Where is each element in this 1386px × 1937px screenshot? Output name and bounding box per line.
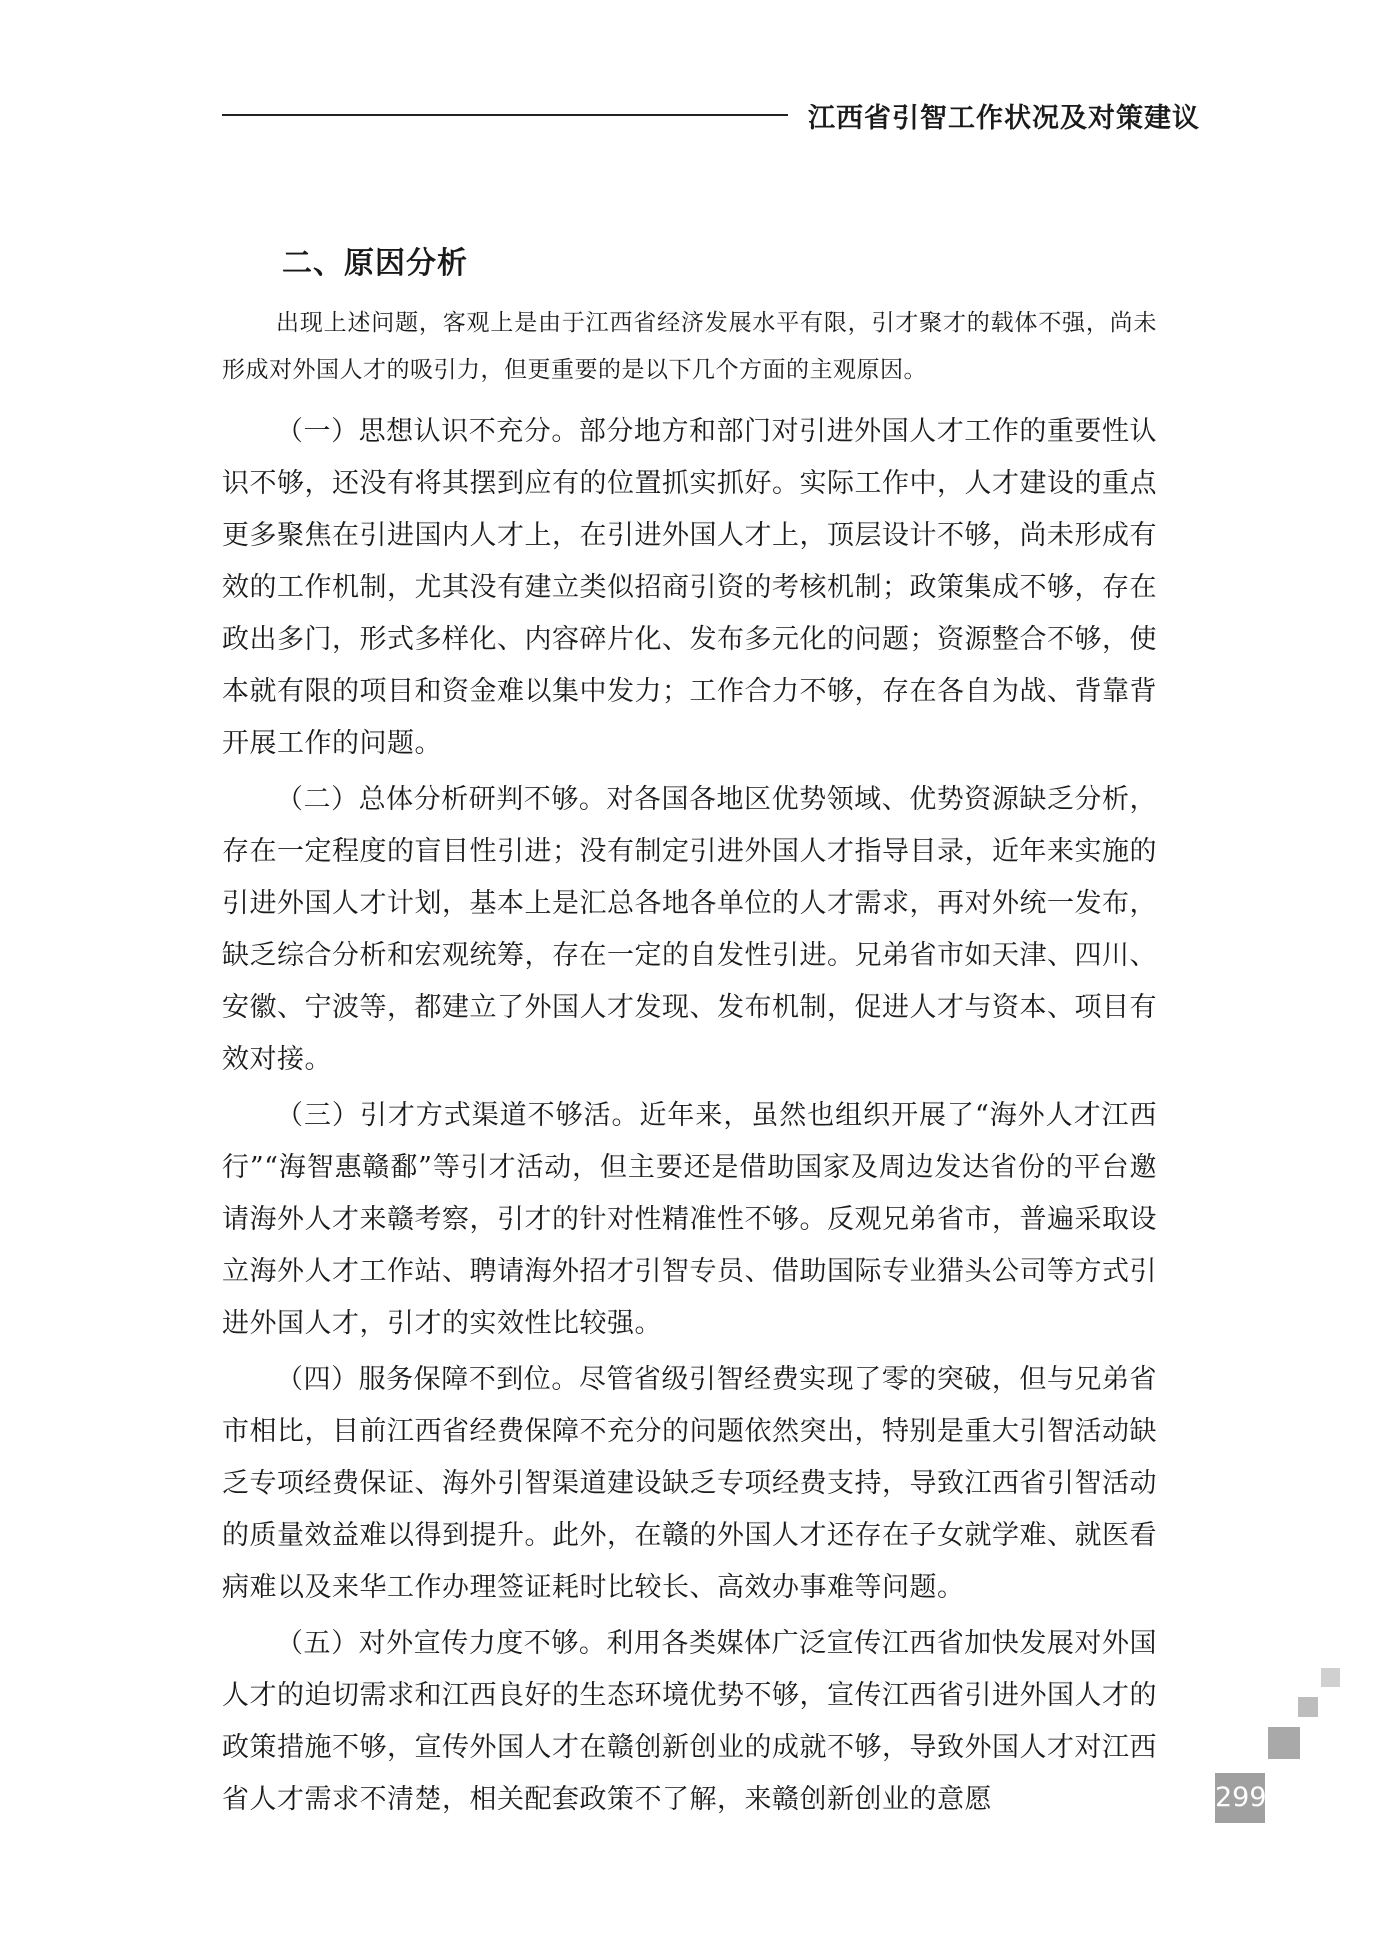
header-rule	[222, 114, 788, 116]
page-number: 299	[1215, 1773, 1265, 1823]
body-text	[222, 300, 1157, 1830]
paragraph-4: （四）服务保障不到位。尽管省级引智经费实现了零的突破，但与兄弟省市相比，目前江西省经费保障不充分的问题依然突出，特别是重大引智活动缺乏专项经费保证、海外引智渠道建设缺乏专项经费支持，导致江西省引智活动的质量效益难以得到提升。此外，在赣的外国人才还存在子女就学难、就医看病难以及来华工作办理签证耗时比较长、高效办事难等问题。	[222, 1364, 1157, 1603]
section-heading: 二、原因分析	[282, 246, 468, 281]
paragraph-3: （三）引才方式渠道不够活。近年来，虽然也组织开展了“海外人才江西行”“海智惠赣鄱”等引才活动，但主要还是借助国家及周边发达省份的平台邀请海外人才来赣考察，引才的针对性精准性不够。反观兄弟省市，普遍采取设立海外人才工作站、聘请海外招才引智专员、借助国际专业猎头公司等方式引进外国人才，引才的实效性比较强。	[222, 1100, 1157, 1339]
paragraph-1: （一）思想认识不充分。部分地方和部门对引进外国人才工作的重要性认识不够，还没有将其摆到应有的位置抓实抓好。实际工作中，人才建设的重点更多聚焦在引进国内人才上，在引进外国人才上，顶层设计不够，尚未形成有效的工作机制，尤其没有建立类似招商引资的考核机制；政策集成不够，存在政出多门，形式多样化、内容碎片化、发布多元化的问题；资源整合不够，使本就有限的项目和资金难以集中发力；工作合力不够，存在各自为战、背靠背开展工作的问题。	[222, 416, 1157, 759]
decorative-square-medium	[1298, 1697, 1318, 1717]
paragraph-5: （五）对外宣传力度不够。利用各类媒体广泛宣传江西省加快发展对外国人才的迫切需求和江西良好的生态环境优势不够，宣传江西省引进外国人才的政策措施不够，宣传外国人才在赣创新创业的成就不够，导致外国人才对江西省人才需求不清楚，相关配套政策不了解，来赣创新创业的意愿	[222, 1628, 1157, 1815]
decorative-square-small	[1321, 1668, 1340, 1687]
paragraph-intro: 出现上述问题，客观上是由于江西省经济发展水平有限，引才聚才的载体不强，尚未形成对外国人才的吸引力，但更重要的是以下几个方面的主观原因。	[222, 310, 1157, 383]
decorative-square-large	[1268, 1727, 1300, 1759]
paragraph-2: （二）总体分析研判不够。对各国各地区优势领域、优势资源缺乏分析，存在一定程度的盲目性引进；没有制定引进外国人才指导目录，近年来实施的引进外国人才计划，基本上是汇总各地各单位的人才需求，再对外统一发布，缺乏综合分析和宏观统筹，存在一定的自发性引进。兄弟省市如天津、四川、安徽、宁波等，都建立了外国人才发现、发布机制，促进人才与资本、项目有效对接。	[222, 784, 1157, 1075]
running-title: 江西省引智工作状况及对策建议	[808, 103, 1200, 134]
